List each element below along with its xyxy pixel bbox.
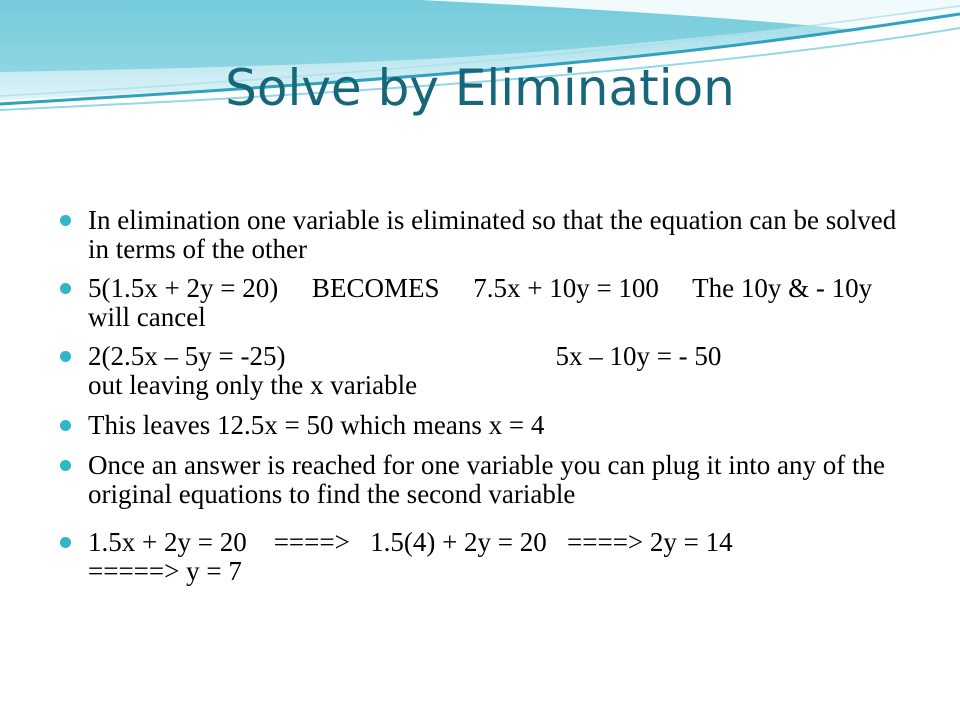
bullet-text: This leaves 12.5x = 50 which means x = 4 (88, 410, 545, 440)
bullet-text: 2(2.5x – 5y = -25) 5x – 10y = - 50 out leaving only the x variable (88, 341, 722, 400)
bullet-dot-icon (60, 537, 71, 548)
bullet-dot-icon (60, 215, 71, 226)
bullet-item (60, 451, 920, 509)
bullet-item (60, 274, 920, 332)
bullet-item (60, 528, 920, 586)
bullet-dot-icon (60, 460, 71, 471)
bullet-list (60, 206, 920, 586)
bullet-text: Once an answer is reached for one variable you can plug it into any of the original equations to find the second variable (88, 450, 892, 509)
bullet-dot-icon (60, 420, 71, 431)
slide-title: Solve by Elimination (225, 59, 735, 117)
bullet-item (60, 411, 920, 440)
bullet-dot-icon (60, 351, 71, 362)
bullet-text: 5(1.5x + 2y = 20) BECOMES 7.5x + 10y = 100 The 10y & - 10y will cancel (88, 273, 879, 332)
bullet-item (60, 342, 920, 400)
bullet-item (60, 206, 920, 264)
bullet-dot-icon (60, 283, 71, 294)
bullet-text: 1.5x + 2y = 20 ====> 1.5(4) + 2y = 20 ====> 2y = 14 =====> y = 7 (88, 527, 733, 586)
bullet-text: In elimination one variable is eliminated so that the equation can be solved in terms of the other (88, 205, 904, 264)
